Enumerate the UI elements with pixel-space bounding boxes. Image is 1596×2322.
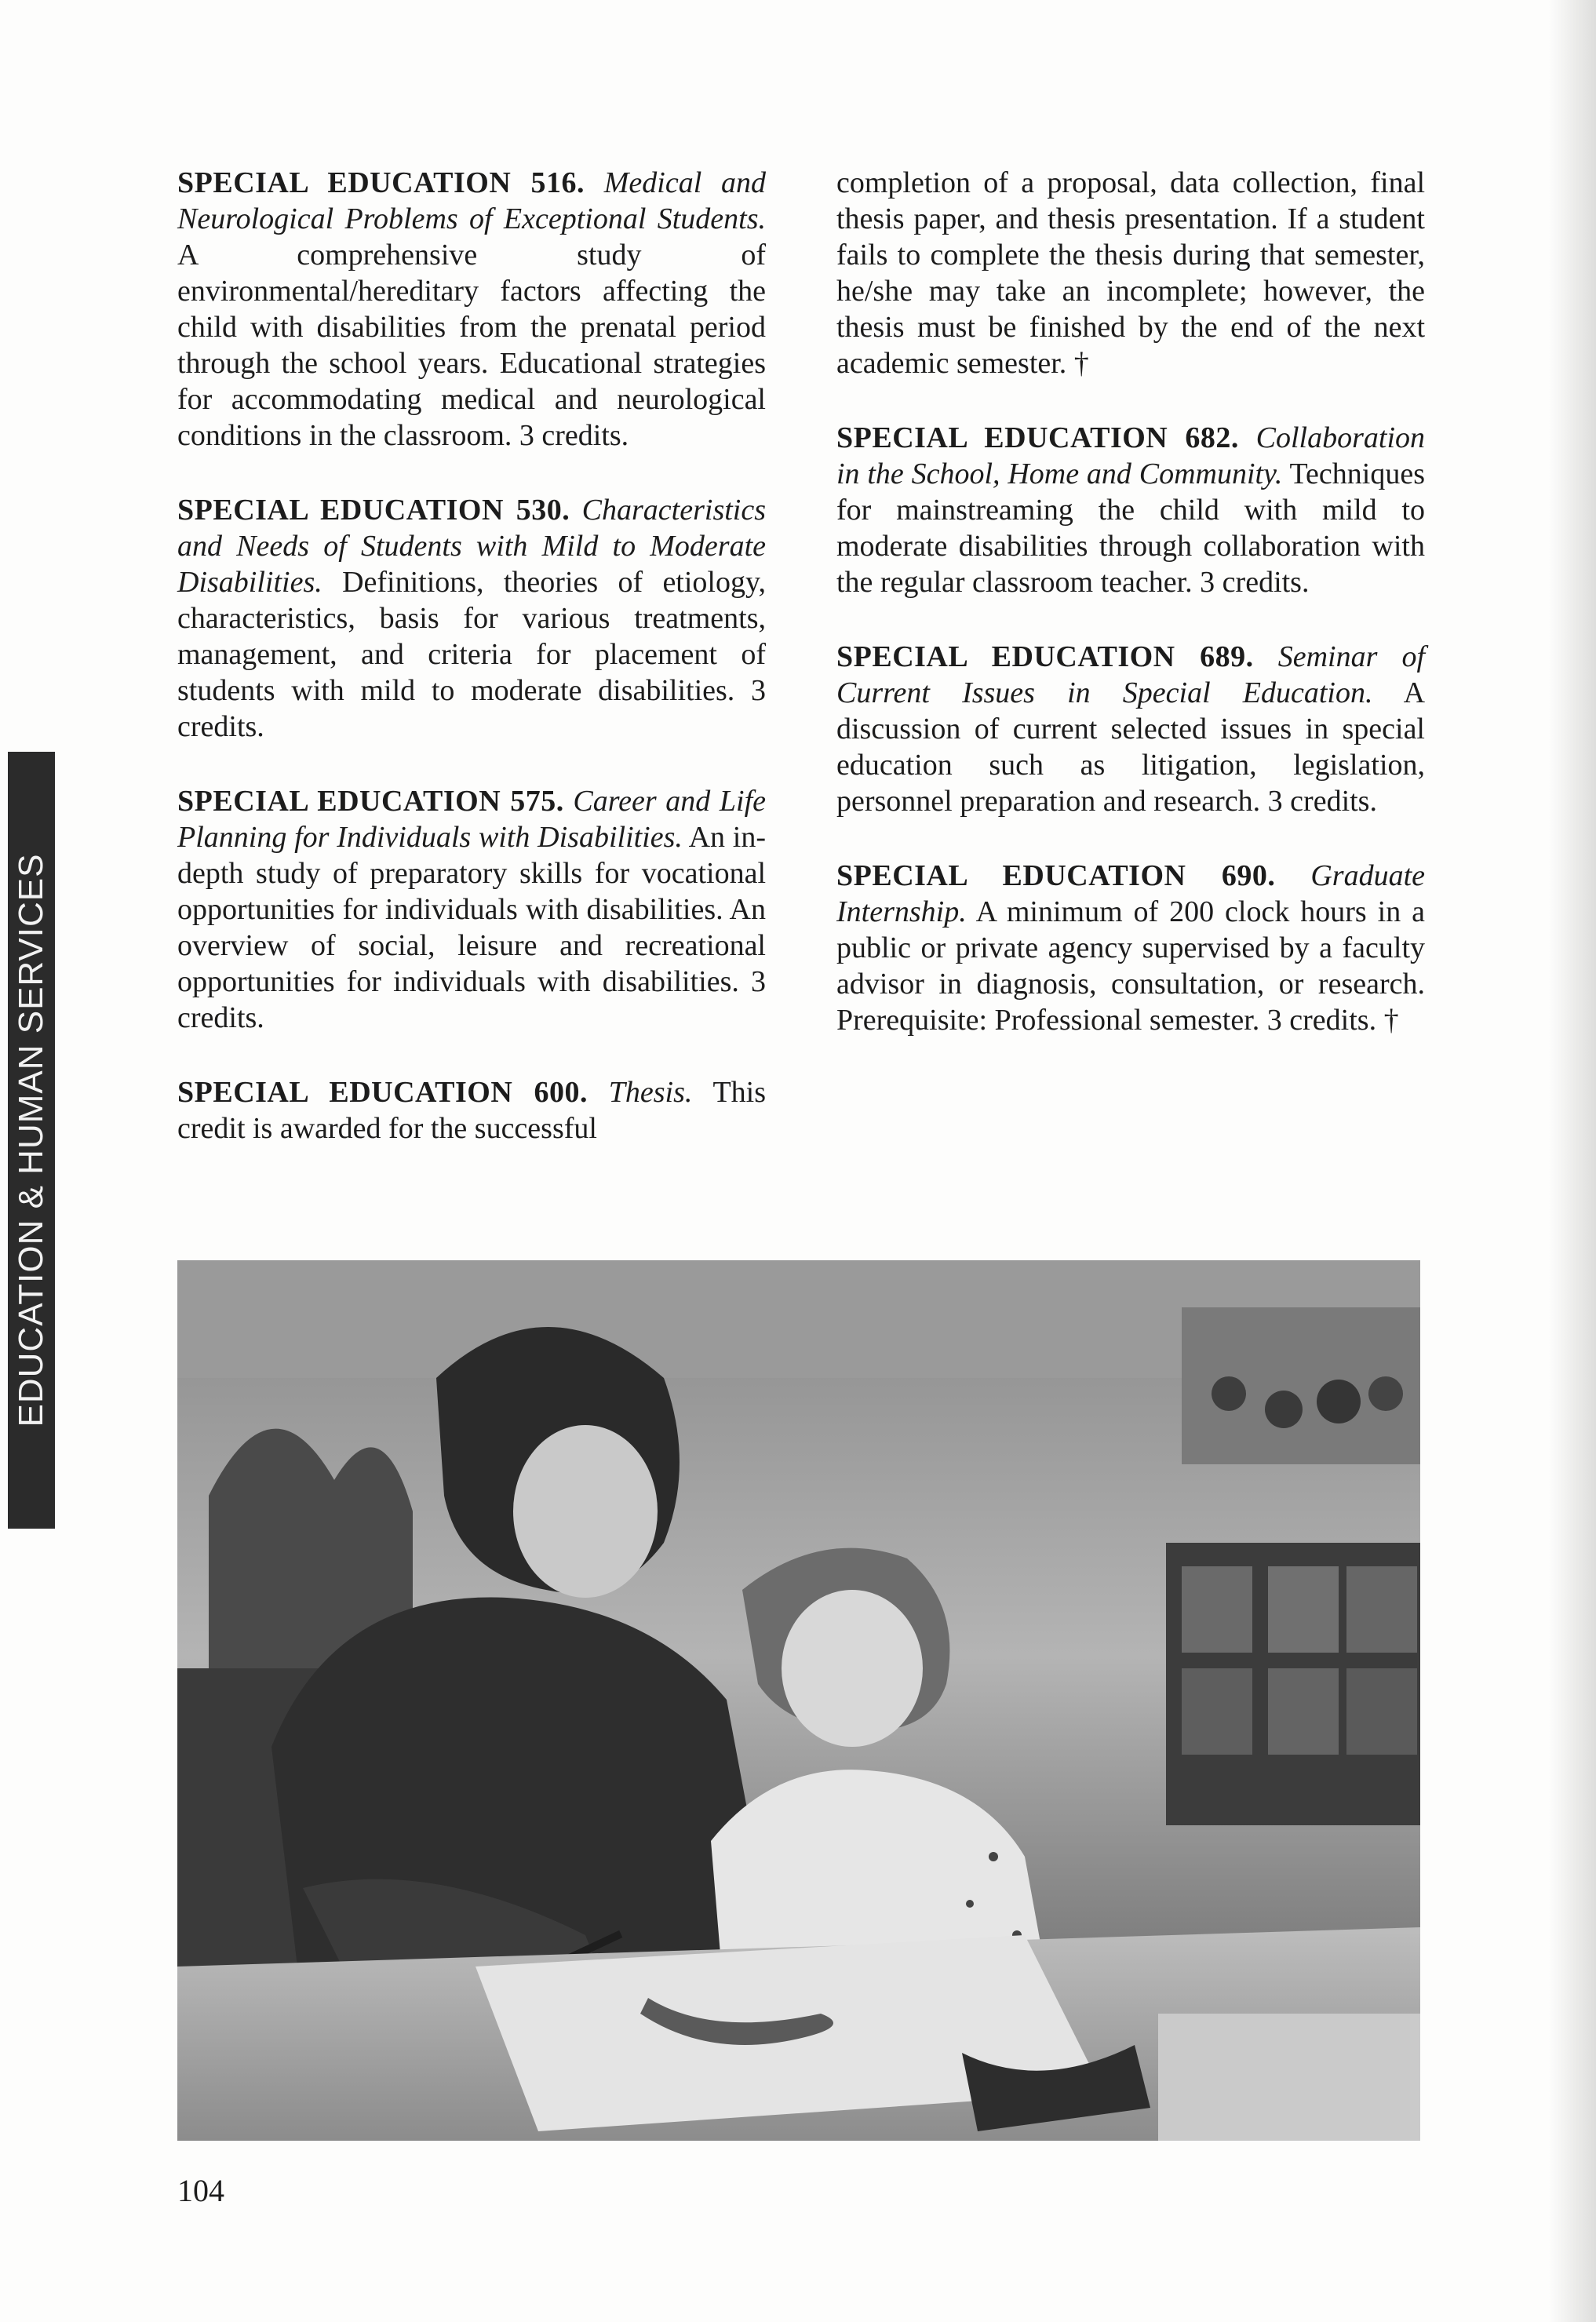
course-code: SPECIAL EDUCATION 690. — [836, 859, 1276, 892]
course-code: SPECIAL EDUCATION 530. — [177, 494, 570, 527]
course-title: Seminar of Current Issues in Special Education. — [836, 640, 1426, 709]
course-entry — [177, 165, 766, 454]
course-entry — [836, 639, 1425, 819]
course-description: Techniques for mainstreaming the child with mild to moderate disabilities through collaboration with the regular classroom teacher. 3 credits. — [836, 457, 1425, 599]
course-code: SPECIAL EDUCATION 516. — [177, 166, 585, 199]
course-title: Graduate Internship. — [836, 859, 1426, 928]
course-code: SPECIAL EDUCATION 600. — [177, 1076, 588, 1109]
course-description: This credit is awarded for the successful — [177, 1076, 766, 1145]
page-edge-shadow — [1549, 0, 1596, 2322]
course-entry — [836, 858, 1425, 1038]
course-description: An in-depth study of preparatory skills for vocational opportunities for individuals with disabilities. An overview of social, leisure and recreational opportunities for individuals with disabilities. 3 credits. — [177, 821, 766, 1034]
teacher-and-child-photo — [177, 1260, 1420, 2141]
course-description: A minimum of 200 clock hours in a public or private agency supervised by a faculty advisor in diagnosis, consultation, or research. Prerequisite: Professional semester. 3 credits. † — [836, 895, 1426, 1037]
course-description: A discussion of current selected issues in special education such as litigation, legislation, personnel preparation and research. 3 credits. — [836, 676, 1426, 818]
course-description: A comprehensive study of environmental/hereditary factors affecting the child with disabilities from the prenatal period through the school years. Educational strategies for accommodating medical and neurological conditions in the classroom. 3 credits. — [177, 239, 766, 452]
course-entry — [177, 783, 766, 1036]
course-title: Medical and Neurological Problems of Exceptional Students. — [177, 166, 766, 235]
course-title: Thesis. — [608, 1076, 693, 1109]
page-number: 104 — [177, 2173, 224, 2208]
course-title: Career and Life Planning for Individuals with Disabilities. — [177, 785, 767, 854]
course-entry-continuation — [836, 165, 1425, 381]
course-title: Collaboration in the School, Home and Community. — [836, 421, 1426, 490]
section-side-tab-label: EDUCATION & HUMAN SERVICES — [12, 853, 50, 1427]
course-code: SPECIAL EDUCATION 575. — [177, 785, 564, 818]
course-code: SPECIAL EDUCATION 682. — [836, 421, 1239, 454]
course-entry — [177, 492, 766, 745]
course-entry — [177, 1074, 766, 1146]
section-side-tab — [8, 752, 55, 1529]
course-code: SPECIAL EDUCATION 689. — [836, 640, 1254, 673]
right-column — [836, 165, 1425, 1077]
course-description: Definitions, theories of etiology, characteristics, basis for various treatments, management, and criteria for placement of students with mild to moderate disabilities. 3 credits. — [177, 566, 767, 743]
course-description-continued: completion of a proposal, data collection, final thesis paper, and thesis presentation. If a student fails to complete the thesis during that semester, he/she may take an incomplete; however, the thesis must be finished by the end of the next academic semester. † — [836, 166, 1425, 380]
course-entry — [836, 420, 1425, 600]
left-column — [177, 165, 766, 1185]
course-title: Characteristics and Needs of Students with Mild to Moderate Disabilities. — [177, 494, 766, 599]
